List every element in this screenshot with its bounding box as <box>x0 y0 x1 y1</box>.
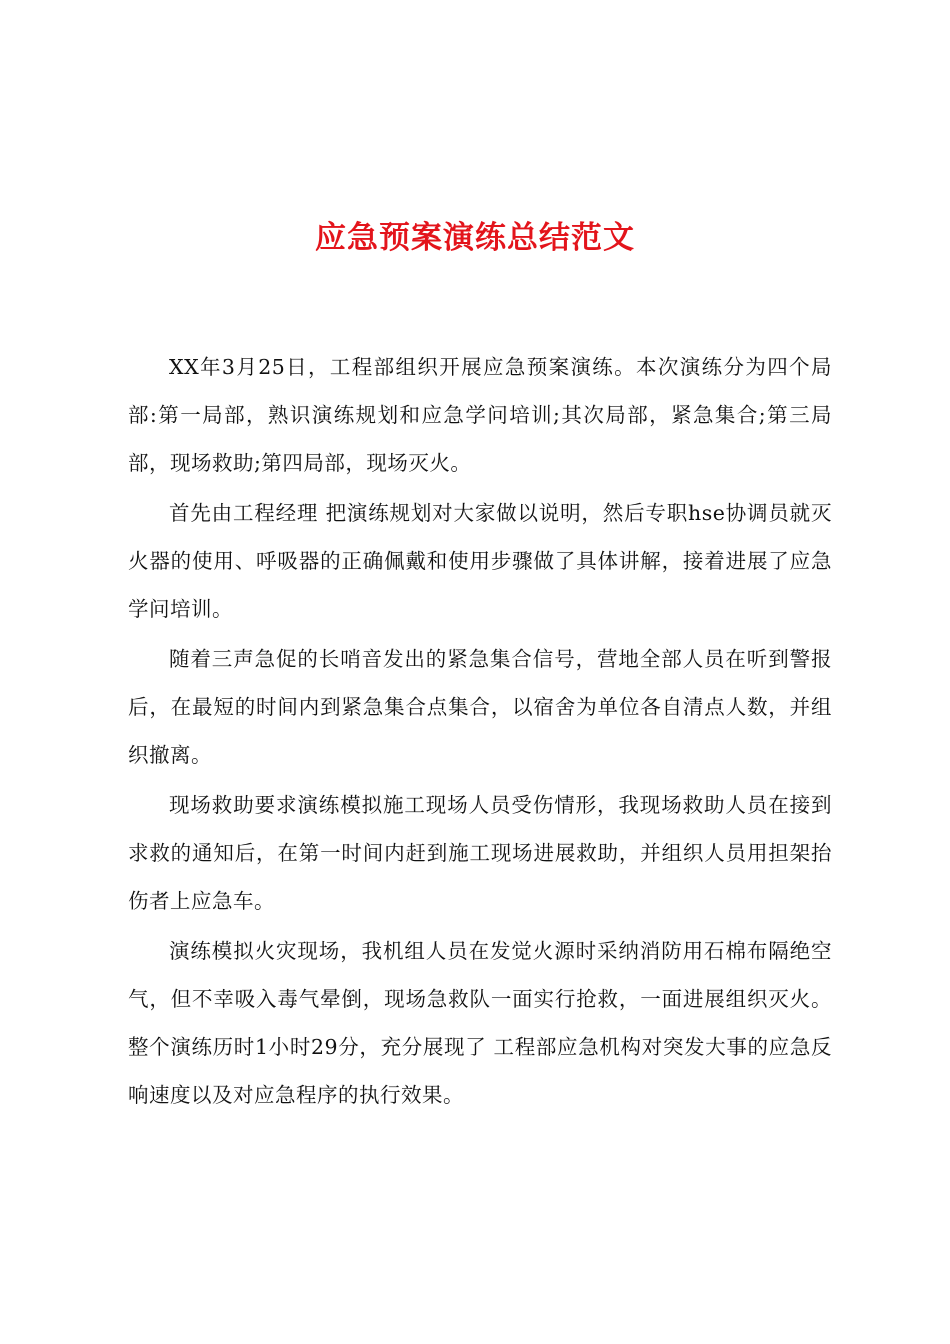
paragraph-5: 演练模拟火灾现场，我机组人员在发觉火源时采纳消防用石棉布隔绝空气，但不幸吸入毒气晕倒，现场急救队一面实行抢救，一面进展组织灭火。整个演练历时1小时29分，充分展现了 工程部应急机构对突发大事的应急反响速度以及对应急程序的执行效果。 <box>128 939 832 1107</box>
paragraph-1: XX年3月25日，工程部组织开展应急预案演练。本次演练分为四个局部:第一局部，熟识演练规划和应急学问培训;其次局部，紧急集合;第三局部，现场救助;第四局部，现场灭火。 <box>128 355 832 475</box>
document-body <box>128 343 832 1121</box>
document-title: 应急预案演练总结范文 <box>315 220 635 256</box>
paragraph-4: 现场救助要求演练模拟施工现场人员受伤情形，我现场救助人员在接到求救的通知后，在第一时间内赶到施工现场进展救助，并组织人员用担架抬伤者上应急车。 <box>128 793 832 913</box>
paragraph-3: 随着三声急促的长哨音发出的紧急集合信号，营地全部人员在听到警报后，在最短的时间内到紧急集合点集合，以宿舍为单位各自清点人数，并组织撤离。 <box>128 647 832 767</box>
paragraph-2: 首先由工程经理 把演练规划对大家做以说明，然后专职hse协调员就灭火器的使用、呼吸器的正确佩戴和使用步骤做了具体讲解，接着进展了应急学问培训。 <box>128 501 832 621</box>
